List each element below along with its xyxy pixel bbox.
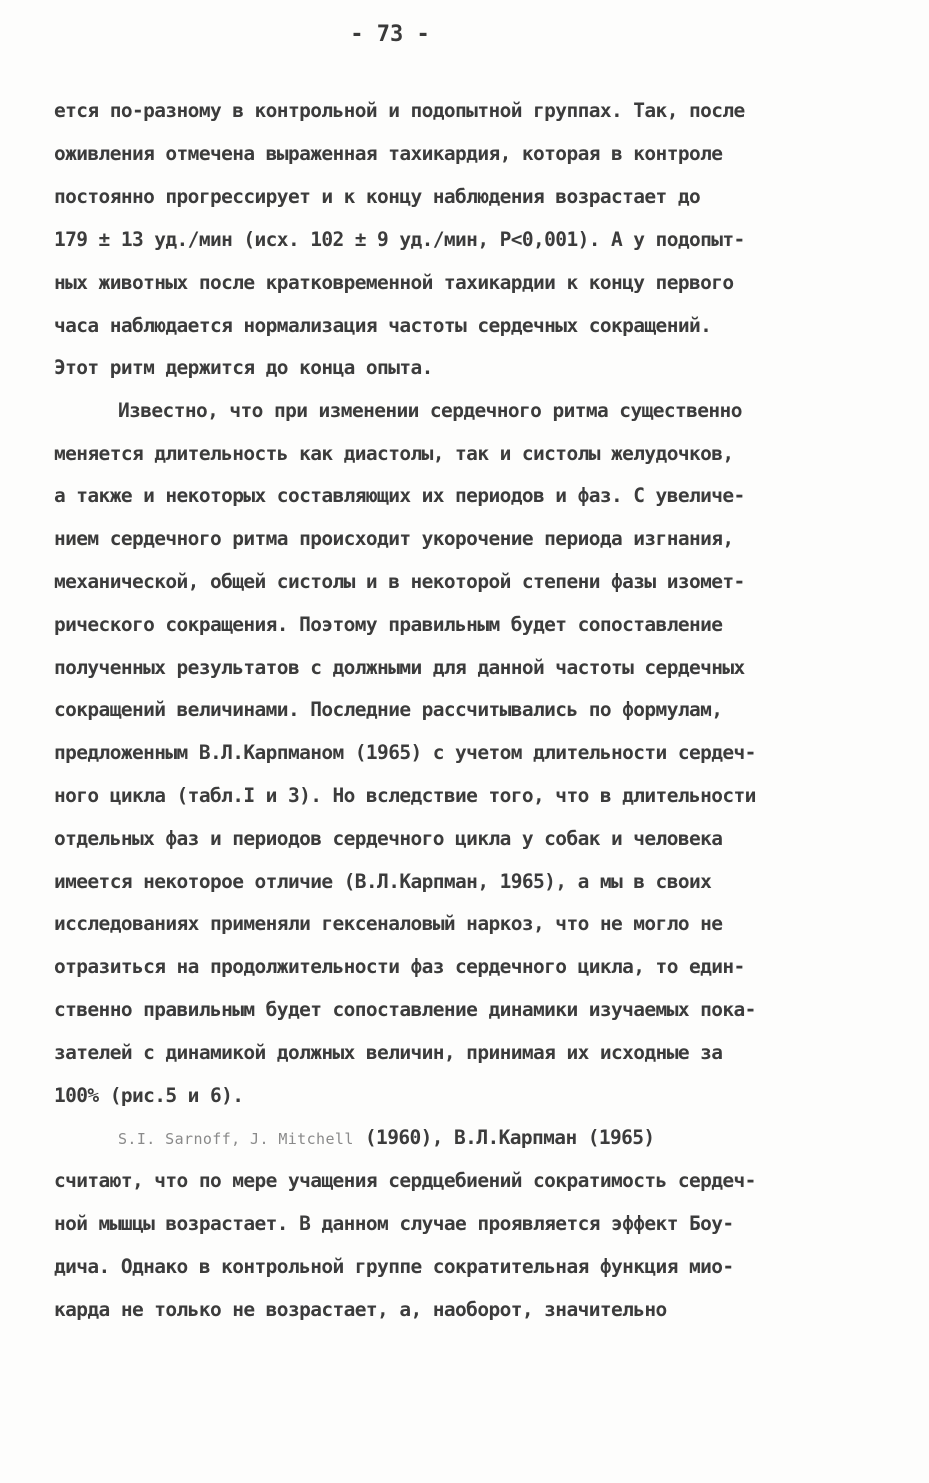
citation-rest: (1960), В.Л.Карпман (1965) bbox=[353, 1126, 655, 1149]
text-line: нием сердечного ритма происходит укорочение периода изгнания, bbox=[54, 527, 734, 550]
text-line: исследованиях применяли гексеналовый наркоз, что не могло не bbox=[54, 912, 723, 935]
text-line: постоянно прогрессирует и к концу наблюдения возрастает до bbox=[54, 185, 701, 208]
text-line: имеется некоторое отличие (В.Л.Карпман, 1965), а мы в своих bbox=[54, 870, 712, 893]
text-line: дича. Однако в контрольной группе сократительная функция мио- bbox=[54, 1255, 734, 1278]
text-line: механической, общей систолы и в некоторой степени фазы изомет- bbox=[54, 570, 745, 593]
text-line: отдельных фаз и периодов сердечного цикла у собак и человека bbox=[54, 827, 723, 850]
text-line: ственно правильным будет сопоставление динамики изучаемых пока- bbox=[54, 998, 756, 1021]
text-line: 100% (рис.5 и 6). bbox=[54, 1084, 244, 1107]
text-line: считают, что по мере учащения сердцебиений сократимость сердеч- bbox=[54, 1169, 756, 1192]
text-line: ной мышцы возрастает. В данном случае проявляется эффект Боу- bbox=[54, 1212, 734, 1235]
text-line: Этот ритм держится до конца опыта. bbox=[54, 356, 433, 379]
text-line: отразиться на продолжительности фаз сердечного цикла, то един- bbox=[54, 955, 745, 978]
text-line: карда не только не возрастает, а, наоборот, значительно bbox=[54, 1298, 667, 1321]
text-line: предложенным В.Л.Карпманом (1965) с учетом длительности сердеч- bbox=[54, 741, 756, 764]
text-line: 179 ± 13 уд./мин (исх. 102 ± 9 уд./мин, P<0,001). А у подопыт- bbox=[54, 228, 745, 251]
text-line: ется по-разному в контрольной и подопытной группах. Так, после bbox=[54, 99, 745, 122]
text-line: зателей с динамикой должных величин, принимая их исходные за bbox=[54, 1041, 723, 1064]
text-line: рического сокращения. Поэтому правильным будет сопоставление bbox=[54, 613, 723, 636]
citation-authors-latin: S.I. Sarnoff, J. Mitchell bbox=[118, 1130, 354, 1148]
text-line: ного цикла (табл.I и 3). Но вследствие того, что в длительности bbox=[54, 784, 756, 807]
text-line: оживления отмечена выраженная тахикардия, которая в контроле bbox=[54, 142, 723, 165]
text-line: полученных результатов с должными для данной частоты сердечных bbox=[54, 656, 745, 679]
text-line: Известно, что при изменении сердечного ритма существенно bbox=[118, 399, 742, 422]
text-line: меняется длительность как диастолы, так и систолы желудочков, bbox=[54, 442, 734, 465]
text-line: ных животных после кратковременной тахикардии к концу первого bbox=[54, 271, 734, 294]
text-line: сокращений величинами. Последние рассчитывались по формулам, bbox=[54, 698, 723, 721]
page-number: - 73 - bbox=[350, 22, 430, 47]
text-line: а также и некоторых составляющих их периодов и фаз. С увеличе- bbox=[54, 484, 745, 507]
text-line-citation bbox=[118, 1128, 655, 1148]
text-line: часа наблюдается нормализация частоты сердечных сокращений. bbox=[54, 314, 712, 337]
